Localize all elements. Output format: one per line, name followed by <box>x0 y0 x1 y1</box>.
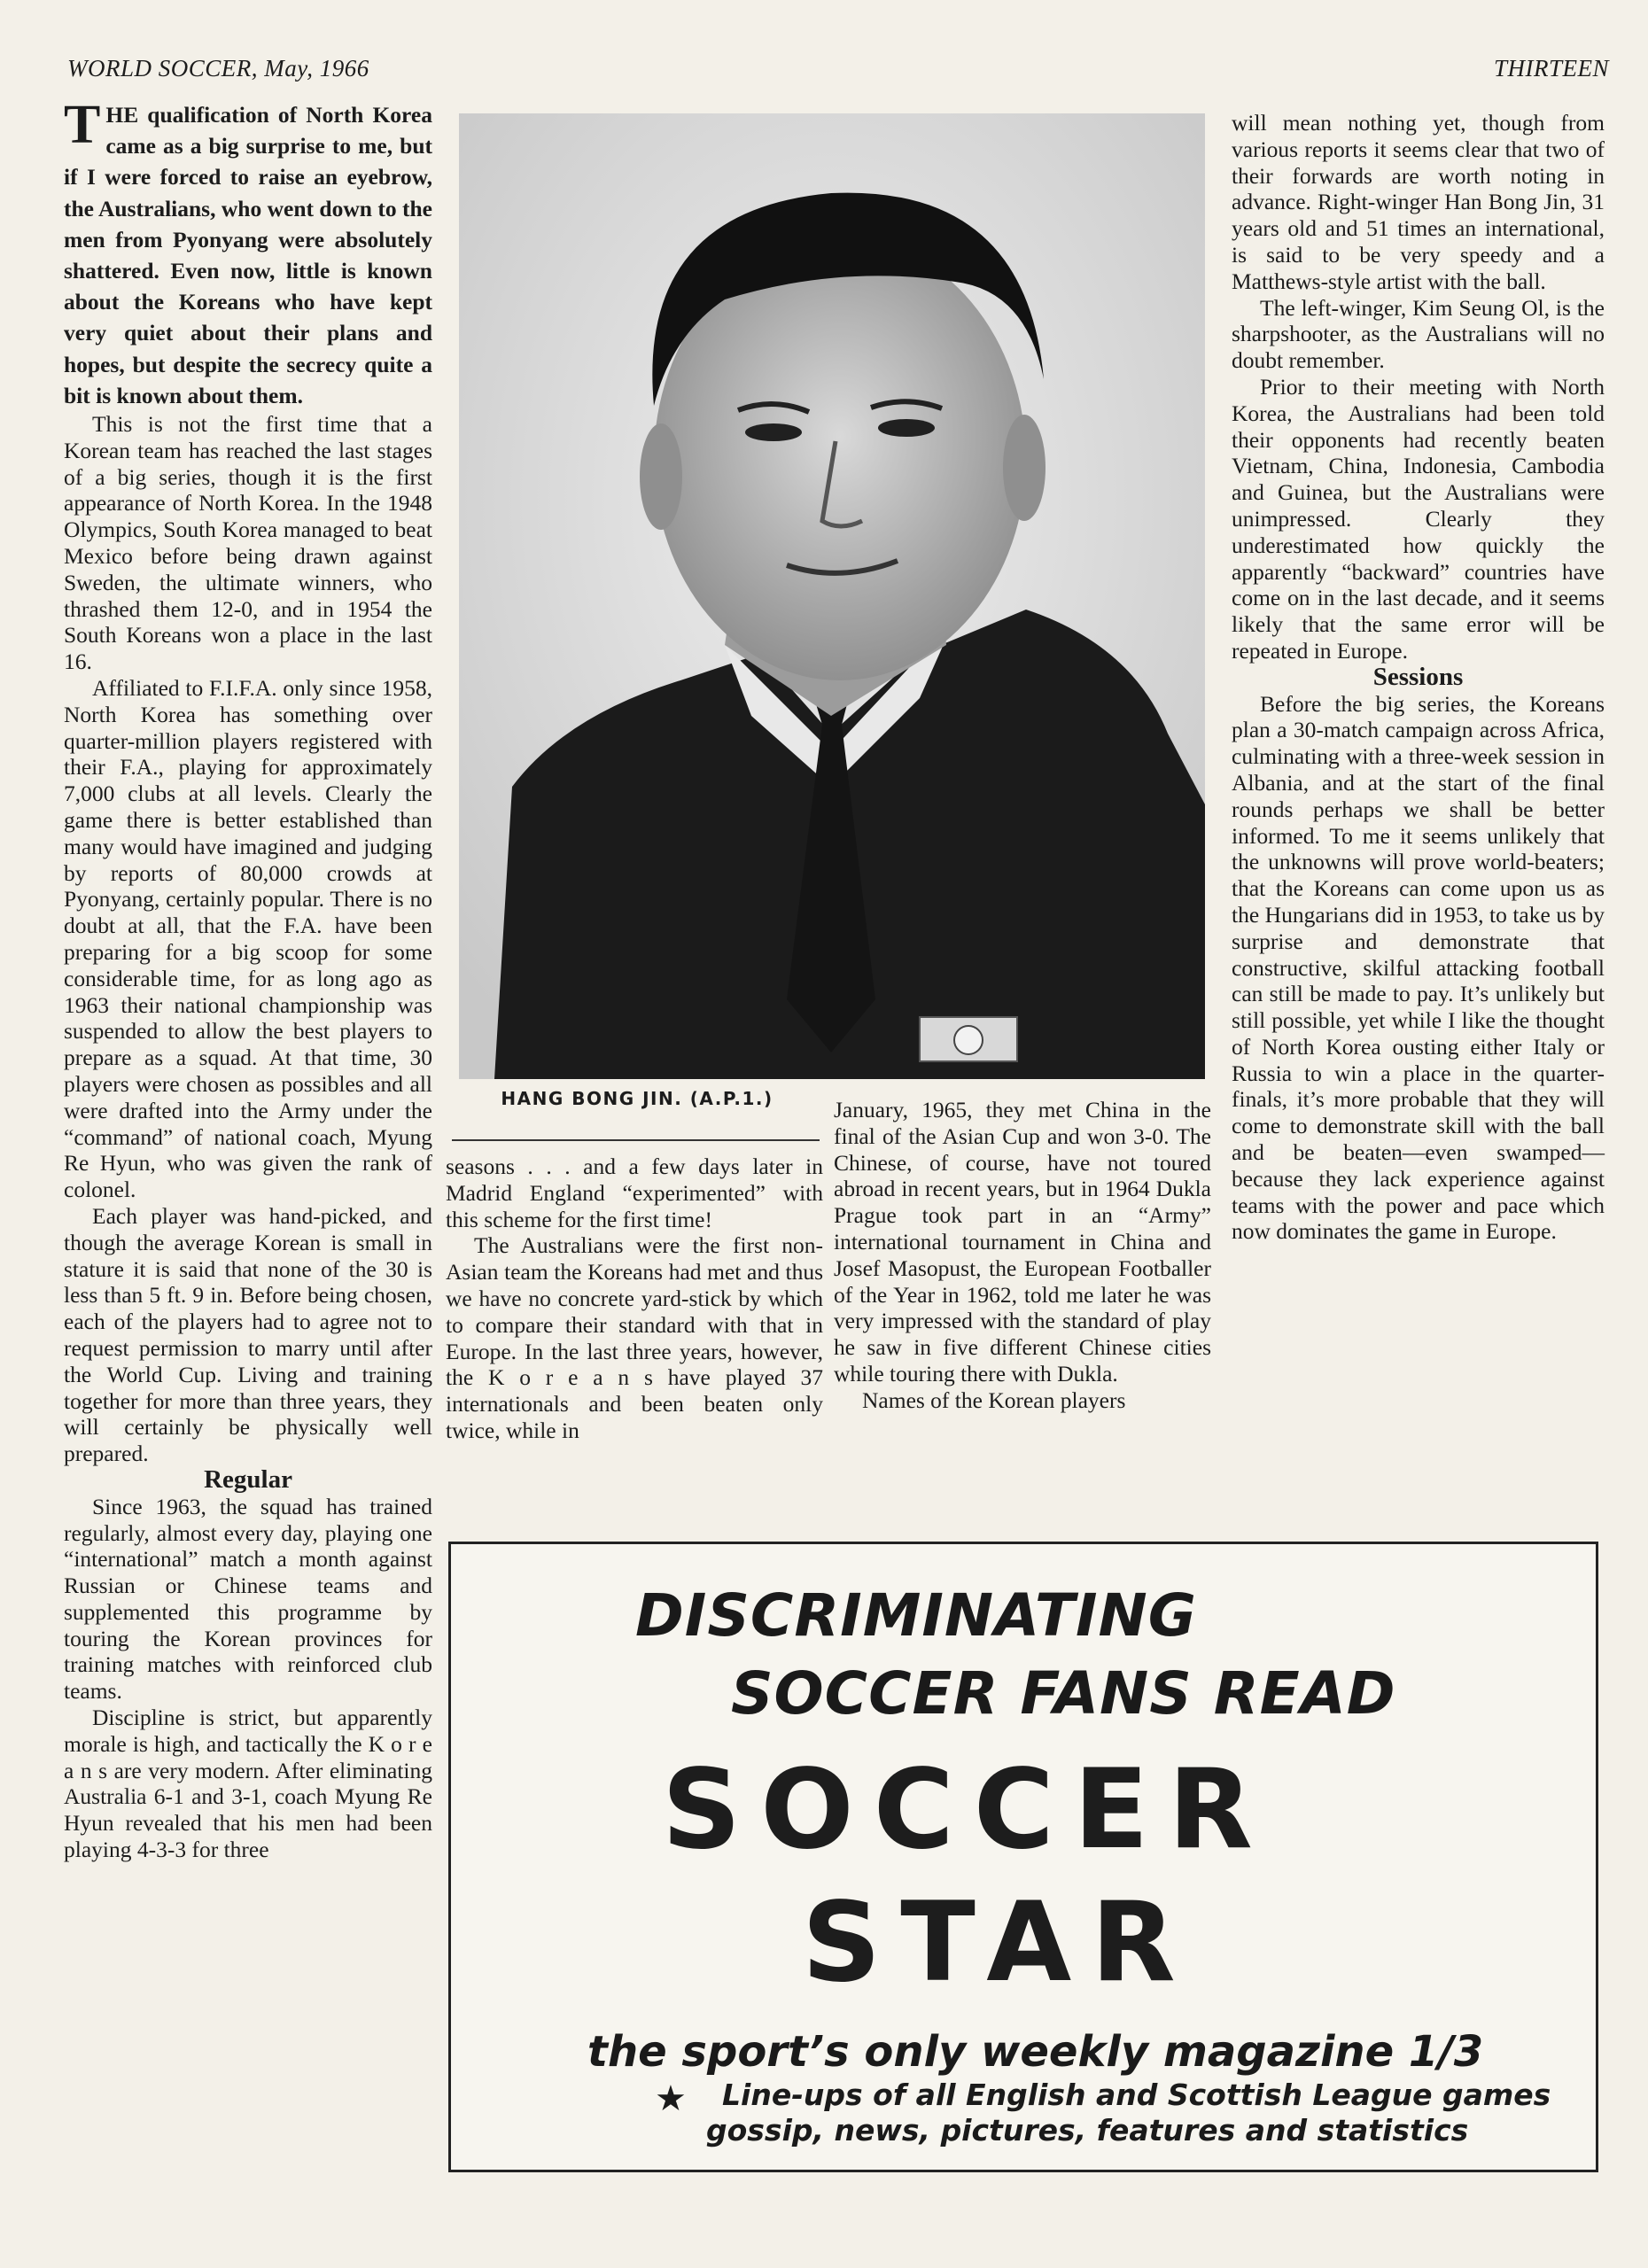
ad-headline-line2: SOCCER FANS READ <box>731 1659 1396 1728</box>
subheading-regular: Regular <box>204 1464 292 1494</box>
ad-feature-line2: gossip, news, pictures, features and statistics <box>706 2113 1469 2148</box>
ad-feature-line1: Line-ups of all English and Scottish League games <box>722 2078 1551 2112</box>
photo-caption: HANG BONG JIN. (A.P.1.) <box>501 1088 773 1109</box>
paragraph: Discipline is strict, but apparently morale is high, and tactically the K o r e a n s are very modern. After eliminating Australia 6-1 and 3-1, coach Myung Re Hyun revealed that his men had been playing 4-3-3 for three <box>64 1705 432 1863</box>
paragraph: This is not the first time that a Korean team has reached the last stages of a big series, though it is the first appearance of North Korea. In the 1948 Olympics, South Korea managed to beat Mexico before being drawn against Sweden, the ultimate winners, who thrashed them 12-0, and in 1954 the South Koreans won a place in the last 16. <box>64 411 432 675</box>
paragraph: The left-winger, Kim Seung Ol, is the sharpshooter, as the Australians will no doubt remember. <box>1232 294 1605 374</box>
subheading-sessions: Sessions <box>1372 662 1464 691</box>
ad-tagline: the sport’s only weekly magazine 1/3 <box>587 2027 1484 2077</box>
column-3 <box>834 1097 1211 1414</box>
drop-cap: T <box>64 95 101 155</box>
ad-masthead-star: STAR <box>802 1879 1195 2007</box>
paragraph: Prior to their meeting with North Korea, the Australians had been told their opponents had recently beaten Vietnam, China, Indonesia, Cambodia and Guinea, but the Australians were unimpressed. Clearly they underestimated how quickly the apparently “backward” countries have come on in the last decade, and it seems likely that the same error will be repeated in Europe. <box>1232 373 1605 664</box>
paragraph: seasons . . . and a few days later in Madrid England “experimented” with this scheme for the first time! <box>446 1153 823 1232</box>
soccer-star-advertisement <box>448 1542 1598 2172</box>
player-portrait-photo <box>459 113 1205 1079</box>
column-2 <box>446 1153 823 1444</box>
portrait-illustration <box>459 113 1205 1079</box>
caption-divider <box>452 1139 820 1141</box>
ad-headline-line1: DISCRIMINATING <box>635 1581 1197 1650</box>
paragraph: January, 1965, they met China in the final of the Asian Cup and won 3-0. The Chinese, of course, have not toured abroad in recent years, but in 1964 Dukla Prague took part in an “Army” international tournament in China and Josef Masopust, the European Footballer of the Year in 1962, told me later he was very impressed with the standard of play he saw in five different Chinese cities while touring there with Dukla. <box>834 1097 1211 1386</box>
paragraph: Each player was hand-picked, and though the average Korean is small in stature it is said that none of the 30 is less than 5 ft. 9 in. Before being chosen, each of the players had to agree not to request permission to marry until after the World Cup. Living and training together for more than three years, they will certainly be physically well prepared. <box>64 1202 432 1467</box>
paragraph: The Australians were the first non-Asian team the Koreans had met and thus we have no concrete yard-stick by which to compare their standard with that in Europe. In the last three years, however, the K o r e a n s have played 37 internationals and been beaten only twice, while in <box>446 1232 823 1443</box>
lead-text: HE qualification of North Korea came as a big surprise to me, but if I were forced to raise an eyebrow, the Australians, who went down to the men from Pyonyang were absolutely shattered. Even now, little is known about the Koreans who have kept very quiet about their plans and hopes, but despite the secrecy quite a bit is known about them. <box>64 102 432 408</box>
column-1 <box>64 95 432 1863</box>
running-header-left: WORLD SOCCER, May, 1966 <box>67 55 369 82</box>
paragraph: Names of the Korean players <box>862 1386 1126 1413</box>
paragraph: Before the big series, the Koreans plan a 30-match campaign across Africa, culminating with a three-week session in Albania, and at the start of the final rounds perhaps we shall be better informed. To me it seems unlikely that the unknowns will prove world-beaters; that the Koreans can come upon us as the Hungarians did in 1953, to take us by surprise and demonstrate that constructive, skilful attacking football can still be made to pay. It’s unlikely but still possible, yet while I like the thought of North Korea ousting either Italy or Russia to win a place in the quarter-finals, it’s more probable that they will come to demonstrate skill with the ball and be beaten—even swamped—because they lack experience against teams with the power and pace which now dominates the game in Europe. <box>1232 690 1605 1245</box>
paragraph: will mean nothing yet, though from various reports it seems clear that two of their forwards are worth noting in advance. Right-winger Han Bong Jin, 31 years old and 51 times an international, is said to be very speedy and a Matthews-style artist with the ball. <box>1232 110 1605 294</box>
ad-masthead-soccer: SOCCER <box>662 1746 1272 1874</box>
paragraph: Affiliated to F.I.F.A. only since 1958, North Korea has something over quarter-million players registered with their F.A., playing for approximately 7,000 clubs at all levels. Clearly the game there is better established than many would have imagined and judging by reports of 80,000 crowds at Pyonyang, certainly popular. There is no doubt at all, that the F.A. have been preparing for a big scoop for some considerable time, for as long ago as 1963 their national championship was suspended to allow the best players to prepare as a squad. At that time, 30 players were chosen as possibles and all were drafted into the Army under the “command” of national coach, Myung Re Hyun, who was given the rank of colonel. <box>64 675 432 1203</box>
paragraph: Since 1963, the squad has trained regularly, almost every day, playing one “international” match a month against Russian or Chinese teams and supplemented this programme by touring the Korean provinces for training matches with reinforced club teams. <box>64 1493 432 1705</box>
star-icon: ★ <box>655 2078 687 2118</box>
page-number: THIRTEEN <box>1493 55 1609 82</box>
lead-paragraph <box>64 95 432 411</box>
column-4 <box>1232 110 1605 1245</box>
